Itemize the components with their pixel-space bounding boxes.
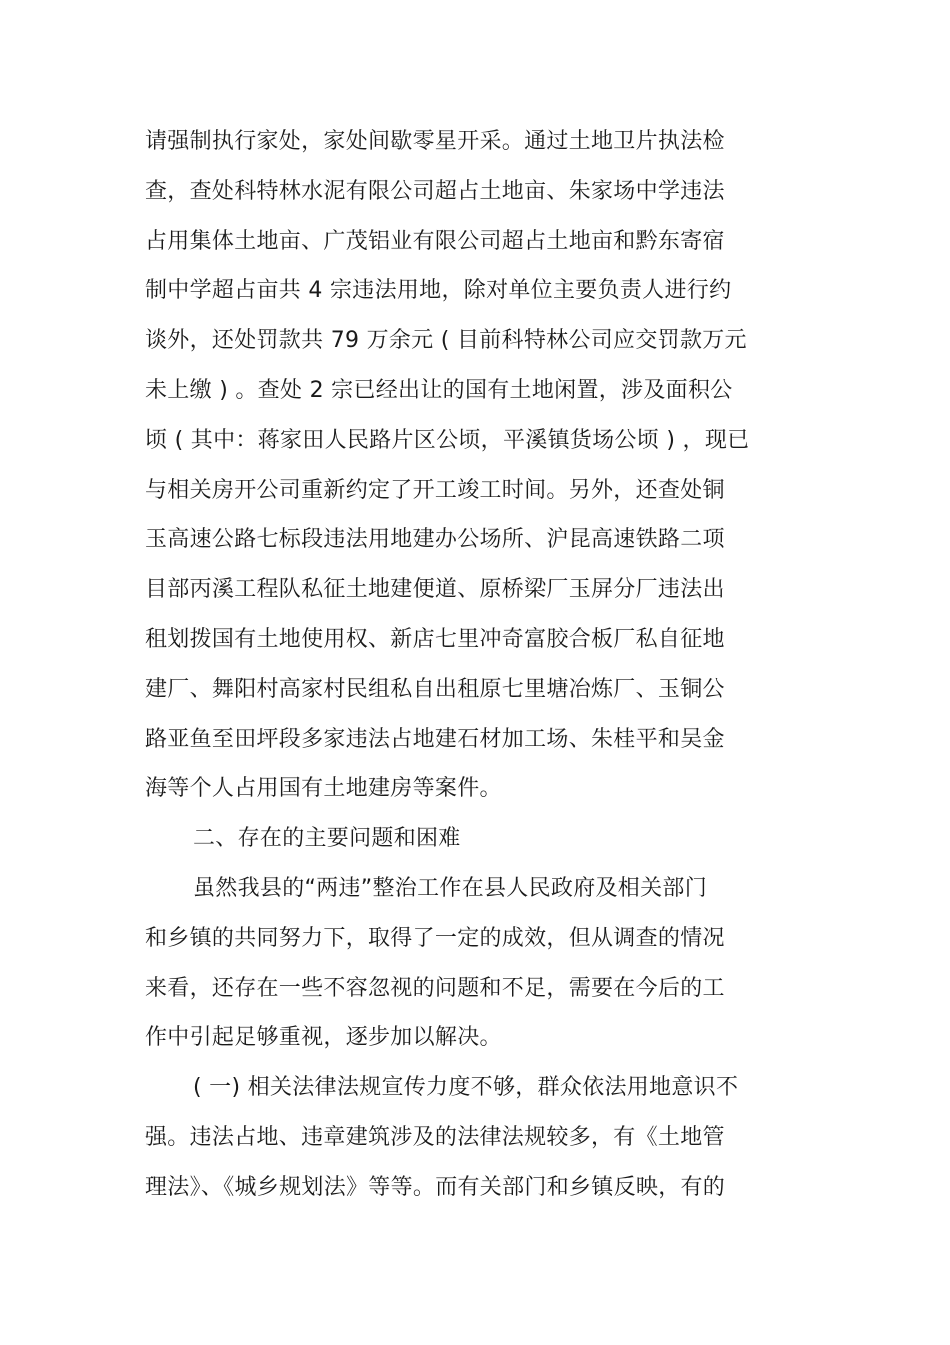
text-line: 和乡镇的共同努力下，取得了一定的成效，但从调查的情况 [145,926,725,951]
text-line: 玉高速公路七标段违法用地建办公场所、沪昆高速铁路二项 [145,527,725,552]
text-line: 来看，还存在一些不容忽视的问题和不足，需要在今后的工 [145,976,725,1001]
section-heading: 二、存在的主要问题和困难 [193,826,461,851]
text-line: 虽然我县的“两违”整治工作在县人民政府及相关部门 [193,876,707,901]
text-line: 顷 ( 其中：蒋家田人民路片区公顷，平溪镇货场公顷 ) ，现已 [145,428,750,453]
text-line: 目部丙溪工程队私征土地建便道、原桥梁厂玉屏分厂违法出 [145,577,725,602]
text-line: 查，查处科特林水泥有限公司超占土地亩、朱家场中学违法 [145,179,725,204]
text-line: 路亚鱼至田坪段多家违法占地建石材加工场、朱桂平和吴金 [145,727,725,752]
text-line: 请强制执行家处，家处间歇零星开采。通过土地卫片执法检 [145,129,725,154]
text-line: 理法》、《城乡规划法》等等。而有关部门和乡镇反映，有的 [145,1175,726,1200]
text-line: 租划拨国有土地使用权、新店七里冲奇富胶合板厂私自征地 [145,627,725,652]
text-line: 未上缴 ) 。查处 2 宗已经出让的国有土地闲置，涉及面积公 [145,378,733,403]
text-line: 谈外，还处罚款共 79 万余元 ( 目前科特林公司应交罚款万元 [145,328,747,353]
text-line: ( 一) 相关法律法规宣传力度不够，群众依法用地意识不 [193,1075,739,1100]
text-line: 占用集体土地亩、广茂铝业有限公司超占土地亩和黔东寄宿 [145,229,725,254]
text-line: 制中学超占亩共 4 宗违法用地，除对单位主要负责人进行约 [145,278,732,303]
text-line: 建厂、舞阳村高家村民组私自出租原七里塘冶炼厂、玉铜公 [145,677,725,702]
text-line: 海等个人占用国有土地建房等案件。 [145,776,502,801]
text-line: 强。违法占地、违章建筑涉及的法律法规较多，有《土地管 [145,1125,725,1150]
text-line: 与相关房开公司重新约定了开工竣工时间。另外，还查处铜 [145,478,725,503]
text-line: 作中引起足够重视，逐步加以解决。 [145,1025,502,1050]
